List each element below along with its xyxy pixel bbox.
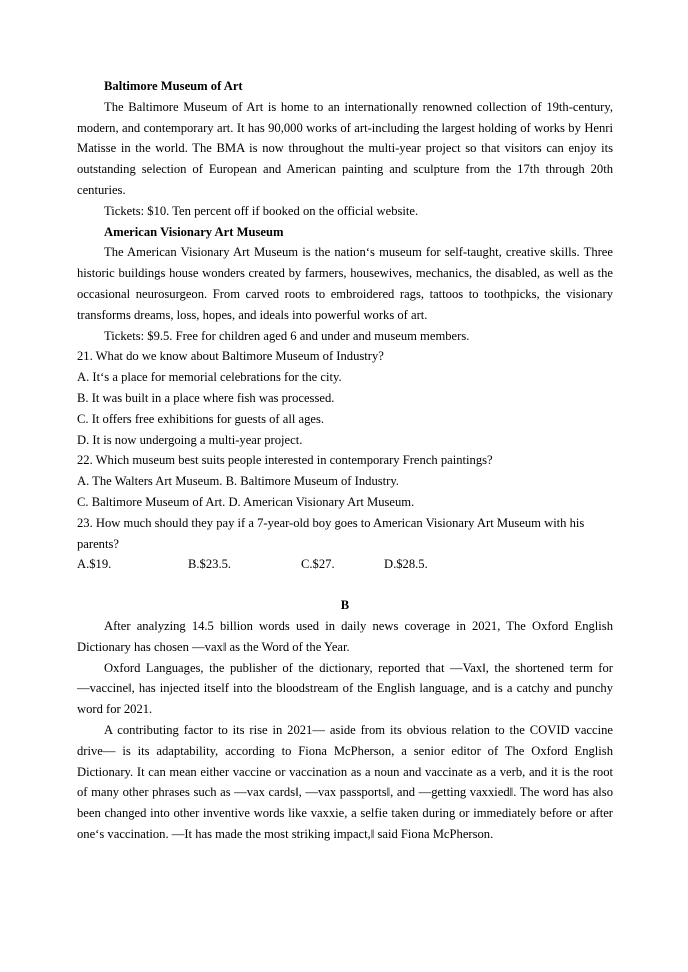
q23-option-d: D.$28.5. [384,557,428,572]
museum1-tickets: Tickets: $10. Ten percent off if booked on the official website. [104,203,419,218]
q21-option-b: B. It was built in a place where fish was processed. [77,390,335,405]
museum2-title: American Visionary Art Museum [104,224,284,239]
section-b-label: B [340,598,350,613]
passage-b-para-2: Oxford Languages, the publisher of the dictionary, reported that ―Vax‖, the shortened term for ―vaccine‖, has injected itself into the bloodstream of the English language, and is a catchy and punchy word for 2021. [77,660,613,717]
q21-stem: 21. What do we know about Baltimore Museum of Industry? [77,349,384,364]
document-page [77,76,613,845]
passage-b-para-1: After analyzing 14.5 billion words used in daily news coverage in 2021, The Oxford English Dictionary has chosen ―vax‖ as the Word of the Year. [77,618,613,654]
museum2-body: The American Visionary Art Museum is the nation‘s museum for self-taught, creative skills. Three historic buildings house wonders created by farmers, housewives, mechanics, the disabled, as well as the occasional neurosurgeon. From carved roots to embroidered rags, tattoos to toothpicks, the visionary transforms dreams, loss, hopes, and ideals into powerful works of art. [77,245,613,322]
museum2-tickets: Tickets: $9.5. Free for children aged 6 and under and museum members. [104,328,470,343]
q23-option-b: B.$23.5. [188,557,232,572]
q23-option-c: C.$27. [301,557,335,572]
q23-option-a: A.$19. [77,557,112,572]
q21-option-c: C. It offers free exhibitions for guests of all ages. [77,411,325,426]
museum1-body: The Baltimore Museum of Art is home to an internationally renowned collection of 19th-century, modern, and contemporary art. It has 90,000 works of art-including the largest holding of works by Henri Matisse in the world. The BMA is now throughout the multi-year project so that visitors can enjoy its outstanding selection of European and American painting and sculpture from the 17th through 20th centuries. [77,99,613,197]
q22-options-cd: C. Baltimore Museum of Art. D. American Visionary Art Museum. [77,494,415,509]
q23-options [77,554,613,575]
q22-stem: 22. Which museum best suits people interested in contemporary French paintings? [77,453,493,468]
q23-stem: 23. How much should they pay if a 7-year-old boy goes to American Visionary Art Museum with his parents? [77,515,585,551]
q21-option-a: A. It‘s a place for memorial celebrations for the city. [77,370,342,385]
q21-option-d: D. It is now undergoing a multi-year project. [77,432,303,447]
q22-options-ab: A. The Walters Art Museum. B. Baltimore Museum of Industry. [77,474,399,489]
passage-b-para-3: A contributing factor to its rise in 2021― aside from its obvious relation to the COVID vaccine drive― is its adaptability, according to Fiona McPherson, a senior editor of The Oxford English Dictionary. It can mean either vaccine or vaccination as a noun and vaccinate as a verb, and it is the root of many other phrases such as ―vax cards‖, ―vax passports‖, and ―getting vaxxied‖. The word has also been changed into other inventive words like vaxxie, a selfie taken during or immediately before or after one‘s vaccination. ―It has made the most striking impact,‖ said Fiona McPherson. [77,722,613,841]
museum1-title: Baltimore Museum of Art [104,79,243,93]
